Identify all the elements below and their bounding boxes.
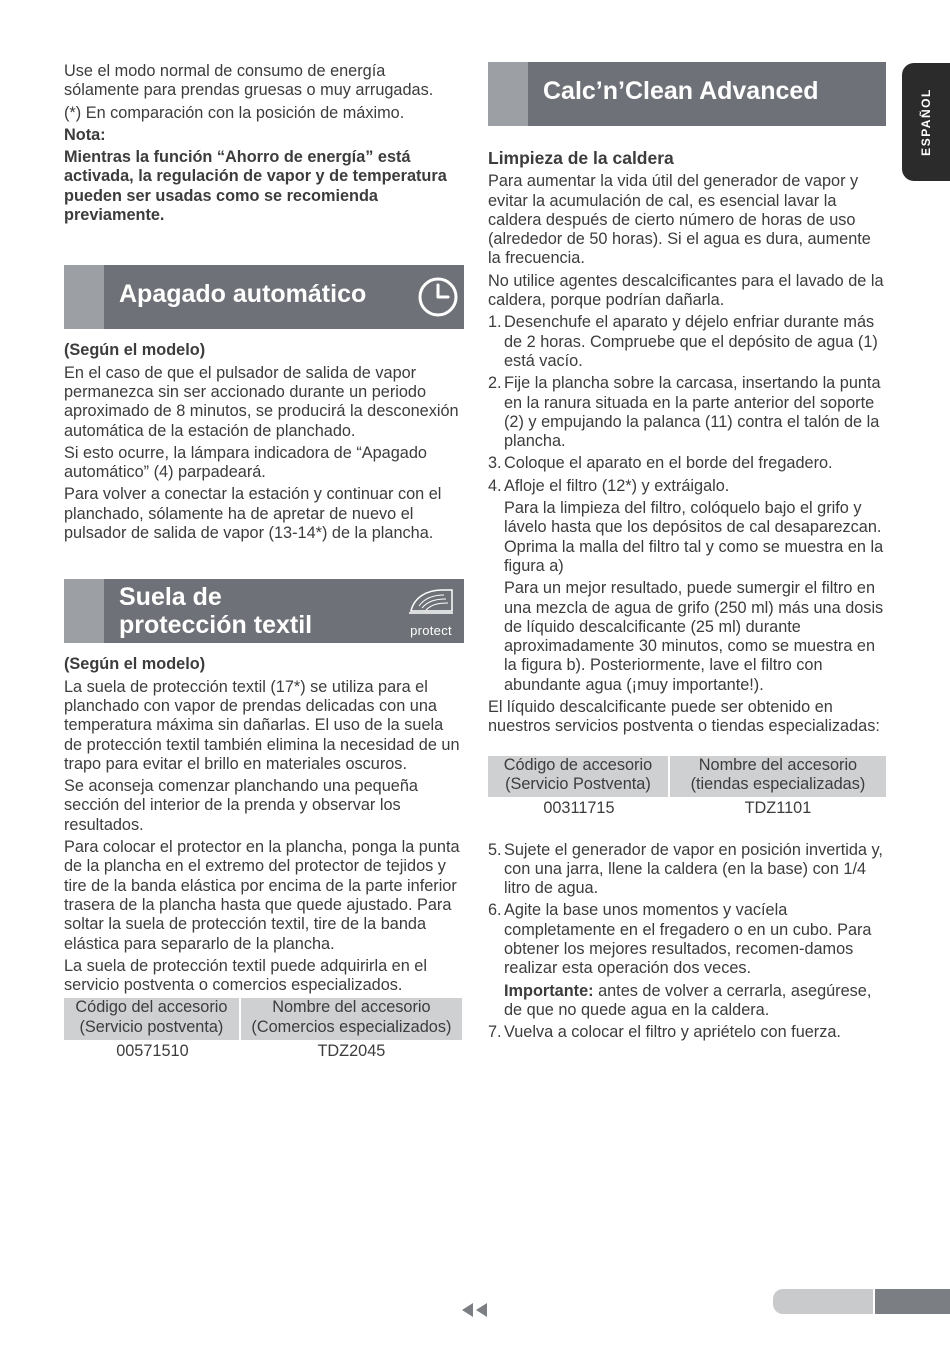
boiler-cleaning-subhead: Limpieza de la caldera (488, 148, 674, 168)
iron-shape (406, 584, 456, 618)
protect-banner (64, 579, 464, 643)
step-number: 4. (488, 476, 502, 495)
table-header-name: Nombre del accesorio (Comercios especializados) (241, 998, 462, 1040)
step-text: Fije la plancha sobre la carcasa, insertando la punta en la ranura situada en la parte anterior del soporte (2) y empujando la palanca (11) contra el talón de la plancha. (504, 374, 881, 451)
list-item (488, 454, 888, 473)
language-tab-label: ESPAÑOL (919, 88, 933, 156)
list-item (488, 901, 888, 978)
auto-off-banner (64, 265, 464, 329)
table-cell-code: 00571510 (116, 1041, 189, 1060)
descaler-availability-note: El líquido descalcificante puede ser obtenido en nuestros servicios postventa o tiendas especializadas: (488, 698, 880, 736)
protect-title-line-1: Suela de (119, 583, 222, 612)
filter-cleaning-note: Para la limpieza del filtro, colóquelo bajo el grifo y lávelo hasta que los depósitos de cal desaparezcan. Oprima la malla del filtro tal y como se muestra en la figura a) (504, 499, 884, 575)
list-item (488, 374, 888, 451)
filter-soak-note: Para un mejor resultado, puede sumergir el filtro en una mezcla de agua de grifo (250 ml) más una dosis de líquido descalcificante (25 ml) durante aproximadamente 30 minutos, como se muestra en la figura b). Posteriormente, lave el filtro con abundante agua (¡muy importante!). (504, 579, 884, 694)
table-header-code: Código del accesorio (Servicio postventa) (64, 998, 241, 1040)
step-text: Vuelva a colocar el filtro y apriételo con fuerza. (504, 1023, 841, 1042)
table-cell-name: TDZ1101 (744, 799, 812, 818)
auto-off-paragraph: Para volver a conectar la estación y continuar con el planchado, sólamente ha de apretar de nuevo el pulsador de salida de vapor (13-14*) de la plancha. (64, 485, 442, 543)
language-tab (902, 63, 950, 181)
step-text: Coloque el aparato en el borde del fregadero. (504, 454, 833, 473)
step-number: 2. (488, 374, 502, 393)
step-text: Agite la base unos momentos y vacíela completamente en el fregadero o en un cubo. Para obtener los mejores resultados, recomen-damos realizar esta operación dos veces. (504, 901, 872, 978)
step-text: Desenchufe el aparato y déjelo enfriar durante más de 2 horas. Compruebe que el depósito de agua (1) está vacío. (504, 313, 878, 370)
right-column (488, 62, 888, 1045)
note-text: Mientras la función “Ahorro de energía” está activada, la regulación de vapor y de temperatura pueden ser usadas como se recomienda previamente. (64, 148, 447, 225)
clock-icon (417, 276, 459, 318)
double-left-arrow-icon[interactable] (461, 1302, 489, 1318)
banner-strip (64, 265, 104, 329)
protect-paragraph: Para colocar el protector en la plancha, ponga la punta de la plancha en el extremo del protector de tejidos y tire de la banda elástica por encima de la parte inferior trasera de la plancha hasta que quede ajustado. Para soltar la suela de protección textil, tire de la banda elástica para separarlo de la plancha. (64, 838, 460, 953)
calc-clean-banner (488, 62, 886, 126)
important-text: antes de volver a cerrarla, asegúrese, de que no quede agua en la caldera. (504, 981, 872, 1019)
important-note (488, 982, 888, 1021)
protect-title (119, 583, 312, 639)
protect-paragraph: Se aconseja comenzar planchando una pequeña sección del interior de la prenda y observar los resultados. (64, 777, 418, 834)
table-header-row (488, 756, 886, 798)
protect-title-line-2: protección textil (119, 611, 313, 640)
boiler-intro-paragraph: No utilice agentes descalcificantes para el lavado de la caldera, porque podrían dañarla. (488, 271, 884, 310)
note-label: Nota: (64, 125, 106, 144)
auto-off-title: Apagado automático (119, 280, 367, 309)
list-item (488, 841, 888, 899)
step-number: 3. (488, 454, 502, 473)
step-text: Sujete el generador de vapor en posición invertida y, con una jarra, llene la caldera (en la base) con 1/4 litro de agua. (504, 840, 883, 898)
protect-paragraph: La suela de protección textil puede adquirirla en el servicio postventa o comercios especializados. (64, 956, 427, 995)
protect-paragraph: La suela de protección textil (17*) se utiliza para el planchado con vapor de prendas delicadas con una temperatura máxima sin dañarlas. El uso de la suela de protección textil también elimina la necesidad de un trapo para evitar el brillo en materiales oscuros. (64, 677, 460, 773)
protect-accessory-table (64, 998, 462, 1061)
calc-clean-title: Calc’n’Clean Advanced (543, 77, 819, 105)
step-number: 7. (488, 1023, 502, 1042)
banner-strip (488, 62, 528, 126)
descaler-accessory-table (488, 756, 886, 819)
list-item (488, 1023, 888, 1042)
table-cell-code: 00311715 (543, 799, 615, 818)
auto-off-paragraph: En el caso de que el pulsador de salida de vapor permanezca sin ser accionado durante un periodo aproximado de 8 minutos, se producirá la desconexión automática de la estación de planchado. (64, 363, 459, 440)
list-item (488, 313, 888, 371)
list-item (488, 477, 888, 496)
table-header-code: Código de accesorio (Servicio Postventa) (488, 756, 670, 798)
left-column (64, 62, 464, 1061)
step-number: 5. (488, 840, 502, 859)
auto-off-paragraph: Si esto ocurre, la lámpara indicadora de “Apagado automático” (4) parpadeará. (64, 443, 427, 482)
important-label: Importante: (504, 981, 594, 1000)
table-row (488, 797, 886, 818)
page-bar-dark (875, 1289, 950, 1314)
step-text: Afloje el filtro (12*) y extráigalo. (504, 476, 730, 495)
table-cell-name: TDZ2045 (317, 1041, 386, 1060)
protect-model-note: (Según el modelo) (64, 655, 206, 674)
table-header-name: Nombre del accesorio (tiendas especializadas) (670, 756, 886, 798)
comparison-footnote: (*) En comparación con la posición de máximo. (64, 103, 405, 122)
auto-off-model-note: (Según el modelo) (64, 341, 206, 360)
intro-paragraph: Use el modo normal de consumo de energía sólamente para prendas gruesas o muy arrugadas. (64, 62, 434, 100)
step-number: 6. (488, 901, 502, 920)
iron-protect-icon (404, 584, 458, 637)
boiler-intro-paragraph: Para aumentar la vida útil del generador de vapor y evitar la acumulación de cal, es esencial lavar la caldera después de cierto número de horas de uso (alrededor de 50 horas). Si el agua es dura, aumente la frecuencia. (488, 172, 871, 268)
banner-strip (64, 579, 104, 643)
protect-icon-label: protect (410, 622, 452, 638)
step-number: 1. (488, 313, 502, 332)
page-bar-light (773, 1289, 873, 1314)
table-row (64, 1040, 462, 1061)
table-header-row (64, 998, 462, 1040)
